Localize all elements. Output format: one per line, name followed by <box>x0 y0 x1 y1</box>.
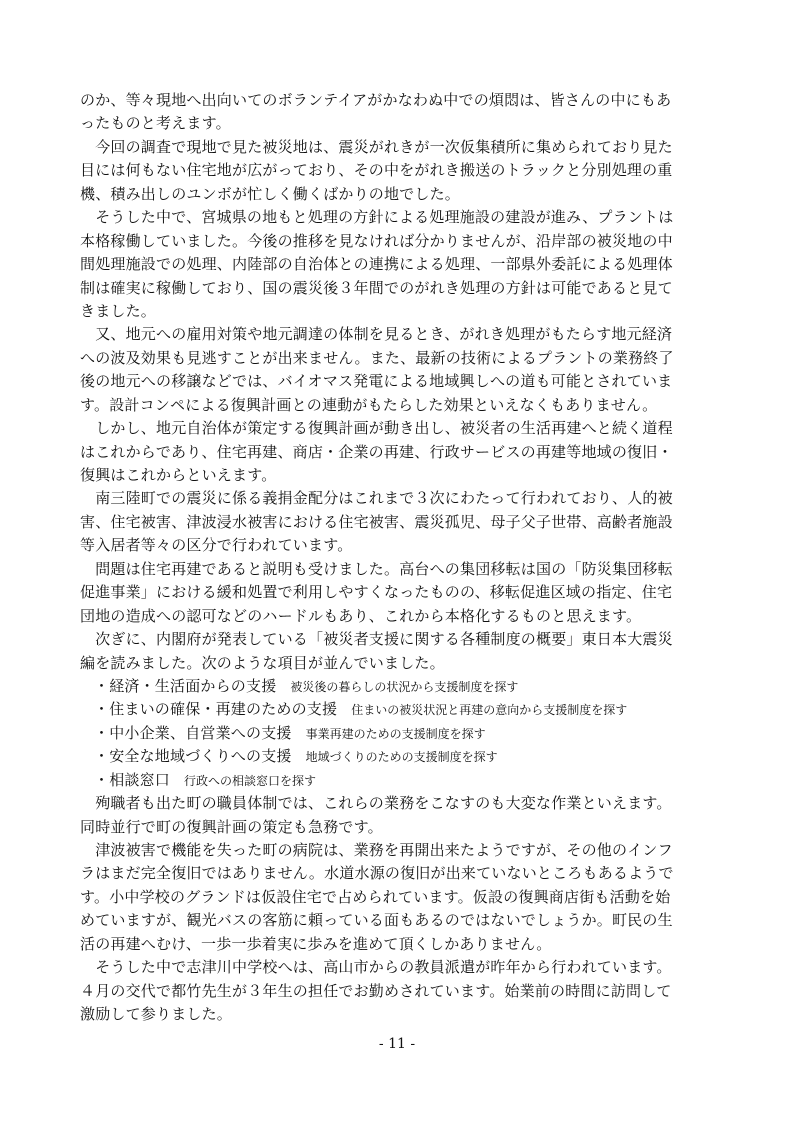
paragraph-line: す。設計コンペによる復興計画との連動がもたらした効果といえなくもありません。 <box>80 395 658 414</box>
paragraph-line: 目には何もない住宅地が広がっており、その中をがれき搬送のトラックと分別処理の重 <box>80 161 673 180</box>
paragraph-line: きました。 <box>80 301 157 320</box>
paragraph-line: 制は確実に稼働しており、国の震災後３年間でのがれき処理の方針は可能であると見て <box>80 278 673 297</box>
support-item-note: 地域づくりのための支援制度を探す <box>305 750 498 765</box>
paragraph-line: 後の地元への移譲などでは、バイオマス発電による地域興しへの道も可能とされていま <box>80 372 673 391</box>
paragraph-line: 南三陸町での震災に係る義捐金配分はこれまで３次にわたって行われており、人的被 <box>80 489 673 508</box>
support-item-label: ・住まいの確保・再建のための支援 <box>94 700 338 719</box>
paragraph-line: はこれからであり、住宅再建、商店・企業の再建、行政サービスの再建等地域の復旧・ <box>80 442 673 461</box>
paragraph-line: 活の再建へむけ、一歩一歩着実に歩みを進めて頂くしかありません。 <box>80 934 552 953</box>
paragraph-line: 今回の調査で現地で見た被災地は、震災がれきが一次仮集積所に集められており見た <box>80 137 673 156</box>
paragraph-line: ４月の交代で都竹先生が３年生の担任でお勤めされています。始業前の時間に訪問して <box>80 981 672 1000</box>
support-item <box>80 698 720 721</box>
paragraph-line: 本格稼働していました。今後の推移を見なければ分かりませんが、沿岸部の被災地の中 <box>80 231 673 250</box>
paragraph-line: 機、積み出しのユンボが忙しく働くばかりの地でした。 <box>80 184 461 203</box>
paragraph-line: 間処理施設での処理、内陸部の自治体との連携による処理、一部県外委託による処理体 <box>80 255 673 274</box>
page-number: - 11 - <box>378 1036 416 1052</box>
support-item <box>80 745 720 768</box>
support-item <box>80 722 720 745</box>
support-item-note: 住まいの被災状況と再建の意向から支援制度を探す <box>351 703 628 718</box>
paragraph-line: 殉職者も出た町の職員体制では、これらの業務をこなすのも大変な作業といえます。 <box>80 794 672 813</box>
support-item-label: ・経済・生活面からの支援 <box>94 676 277 695</box>
paragraph-line: のか、等々現地へ出向いてのボランテイアがかなわぬ中での煩悶は、皆さんの中にもあ <box>80 91 672 109</box>
document-body <box>80 89 720 1027</box>
paragraph-line: 問題は住宅再建であると説明も受けました。高台への集団移転は国の「防災集団移転 <box>80 559 673 578</box>
paragraph-line: 津波被害で機能を失った町の病院は、業務を再開出来たようですが、その他のインフ <box>80 841 673 859</box>
paragraph-line: しかし、地元自治体が策定する復興計画が動き出し、被災者の生活再建へと続く道程 <box>80 419 673 438</box>
support-item-label: ・中小企業、自営業への支援 <box>94 723 292 742</box>
paragraph-line: そうした中で志津川中学校へは、高山市からの教員派遣が昨年から行われています。 <box>80 958 672 977</box>
paragraph-line: そうした中で、宮城県の地もと処理の方針による処理施設の建設が進み、プラントは <box>80 208 674 227</box>
paragraph-line: 同時並行で町の復興計画の策定も急務です。 <box>80 817 383 836</box>
paragraph-line: 団地の造成への認可などのハードルもあり、これから本格化するものと思えます。 <box>80 606 642 625</box>
paragraph-line: 編を読みました。次のような項目が並んでいました。 <box>80 653 445 672</box>
support-item-label: ・相談窓口 <box>94 770 171 789</box>
paragraph-line: 次ぎに、内閣府が発表している「被災者支援に関する各種制度の概要」東日本大震災 <box>80 630 673 649</box>
paragraph-line: 等入居者等々の区分で行われています。 <box>80 536 353 555</box>
paragraph-line: めていますが、観光バスの客筋に頼っている面もあるのではないでしょうか。町民の生 <box>80 911 673 930</box>
paragraph-line: 激励して参りました。 <box>80 1005 233 1024</box>
support-item-note: 行政への相談窓口を探す <box>184 773 317 788</box>
paragraph-line: 促進事業」における緩和処置で利用しやすくなったものの、移転促進区域の指定、住宅 <box>80 583 673 602</box>
paragraph-line: 又、地元への雇用対策や地元調達の体制を見るとき、がれき処理がもたらす地元経済 <box>80 325 673 344</box>
paragraph-line: す。小中学校のグランドは仮設住宅で占められています。仮設の復興商店街も活動を始 <box>80 887 671 906</box>
paragraph-line: ラはまだ完全復旧ではありません。水道水源の復旧が出来ていないところもあるようで <box>80 864 674 883</box>
paragraph-line: への波及効果も見逃すことが出来ません。また、最新の技術によるプラントの業務終了 <box>80 348 674 367</box>
support-item-note: 事業再建のための支援制度を探す <box>305 726 486 741</box>
support-item-note: 被災後の暮らしの状況から支援制度を探す <box>290 679 519 694</box>
support-item <box>80 769 720 792</box>
paragraph-line: 復興はこれからといえます。 <box>80 466 277 484</box>
paragraph-line: 害、住宅被害、津波浸水被害における住宅被害、震災孤児、母子父子世帯、高齢者施設 <box>80 512 673 531</box>
paragraph-line: ったものと考えます。 <box>80 114 231 133</box>
support-item-label: ・安全な地域づくりへの支援 <box>94 747 292 766</box>
support-item <box>80 675 720 698</box>
